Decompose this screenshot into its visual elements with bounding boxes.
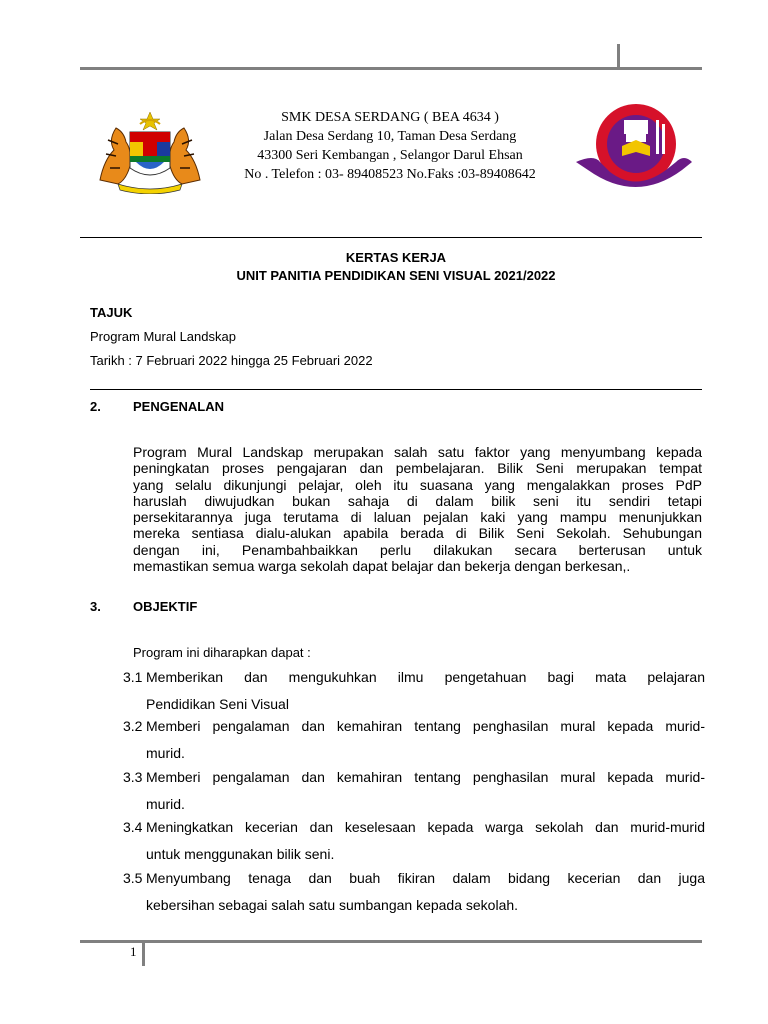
objective-number: 3.2 xyxy=(123,718,143,734)
school-logo xyxy=(574,100,694,196)
objective-number: 3.4 xyxy=(123,819,143,835)
document-title-line-1: KERTAS KERJA xyxy=(345,250,447,265)
pengenalan-line: dengan ini, Penambahbaikkan perlu dilakukan secara berterusan untuk xyxy=(133,541,702,558)
pengenalan-line: memastikan semua warga sekolah dapat belajar dan bekerja dengan berkesan,. xyxy=(133,558,631,575)
program-name: Program Mural Landskap xyxy=(90,329,236,344)
letterhead xyxy=(200,108,580,184)
tajuk-label: TAJUK xyxy=(90,305,133,320)
pengenalan-heading: PENGENALAN xyxy=(133,399,225,414)
pengenalan-line: mereka sentiasa dialu-alukan apabila berada di Bilik Seni Sekolah. Sehubungan xyxy=(133,525,702,542)
objective-text: Memberikan dan mengukuhkan ilmu pengetahuan bagi mata pelajaran xyxy=(146,669,705,685)
objective-text: Menyumbang tenaga dan buah fikiran dalam bidang kecerian dan juga xyxy=(146,870,705,886)
school-name: SMK DESA SERDANG ( BEA 4634 ) xyxy=(281,110,499,125)
address-line-1: Jalan Desa Serdang 10, Taman Desa Serdang xyxy=(263,129,517,144)
objective-text-cont: untuk menggunakan bilik seni. xyxy=(146,846,335,862)
objective-text-cont: murid. xyxy=(146,745,185,761)
pengenalan-line: Program Mural Landskap merupakan salah satu faktor yang menyumbang kepada xyxy=(133,444,702,460)
objective-text-cont: murid. xyxy=(146,796,185,812)
contact-numbers: No . Telefon : 03- 89408523 No.Faks :03-89408642 xyxy=(244,167,536,182)
footer-corner-mark xyxy=(142,942,145,966)
pengenalan-line: peningkatan proses pengajaran dan pembelajaran. Bilik Seni merupakan tempat xyxy=(133,460,702,477)
header-top-rule xyxy=(80,67,702,70)
objective-text: Memberi pengalaman dan kemahiran tentang penghasilan mural kepada murid- xyxy=(146,769,705,785)
document-title-line-2: UNIT PANITIA PENDIDIKAN SENI VISUAL 2021/2022 xyxy=(236,268,556,283)
header-corner-mark xyxy=(617,44,620,68)
pengenalan-number: 2. xyxy=(90,399,101,414)
pengenalan-line: yang selalu dikunjungi pelajar, oleh itu suasana yang mengalakkan proses PdP xyxy=(133,476,702,493)
malaysia-crest-logo xyxy=(96,110,204,194)
objektif-number: 3. xyxy=(90,599,101,614)
objective-number: 3.5 xyxy=(123,870,143,886)
objective-number: 3.3 xyxy=(123,769,143,785)
program-date: Tarikh : 7 Februari 2022 hingga 25 Februari 2022 xyxy=(90,353,373,368)
objective-text-cont: Pendidikan Seni Visual xyxy=(146,696,289,712)
section-separator xyxy=(90,389,702,390)
footer-rule xyxy=(80,940,702,943)
pengenalan-line: haruslah diwujudkan bukan sahaja di dalam bilik seni itu sendiri tetapi xyxy=(133,492,702,509)
objective-text: Memberi pengalaman dan kemahiran tentang penghasilan mural kepada murid- xyxy=(146,718,705,734)
objective-text: Meningkatkan kecerian dan keselesaan kepada warga sekolah dan murid-murid xyxy=(146,819,705,835)
objective-number: 3.1 xyxy=(123,669,143,685)
pengenalan-line: persekitarannya juga terutama di laluan pejalan kaki yang mampu menunjukkan xyxy=(133,509,702,526)
objektif-heading: OBJEKTIF xyxy=(133,599,198,614)
page-number: 1 xyxy=(130,944,137,959)
header-separator xyxy=(80,237,702,238)
objective-text-cont: kebersihan sebagai salah satu sumbangan kepada sekolah. xyxy=(146,897,519,913)
address-line-2: 43300 Seri Kembangan , Selangor Darul Ehsan xyxy=(257,148,523,163)
pengenalan-paragraph xyxy=(133,444,702,574)
objektif-intro: Program ini diharapkan dapat : xyxy=(133,645,311,660)
